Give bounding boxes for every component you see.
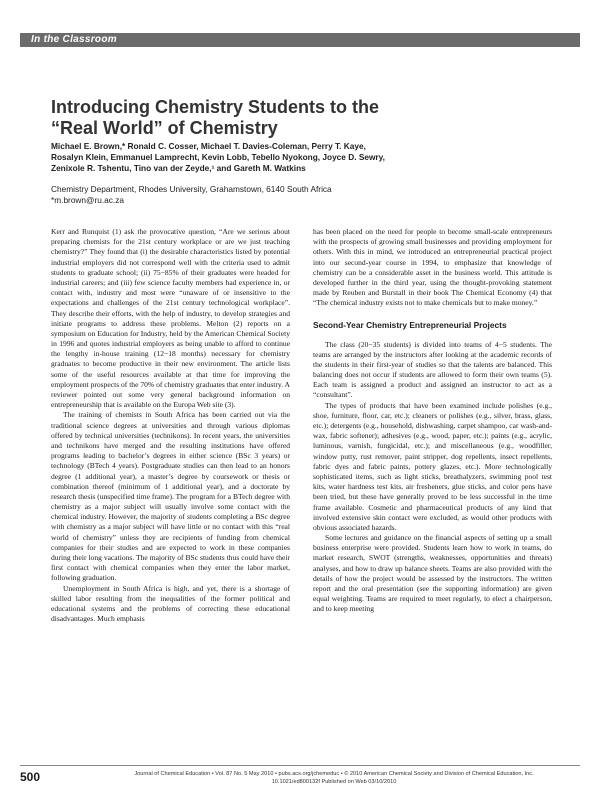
author-line: Rosalyn Klein, Emmanuel Lamprecht, Kevin Lobb, Tebello Nyokong, Joyce D. Sewry,	[51, 152, 385, 163]
title-line: Introducing Chemistry Students to the	[51, 97, 380, 117]
body-paragraph: The class (20−35 students) is divided into teams of 4−5 students. The teams are arranged by the instructors after looking at the academic records of the students in their first-year of studies so that the talents are balanced. This balancing does not occur if students are allowed to form their own teams (5). Each team is assigned a product and assigned an instructor to act as a “consultant”.	[313, 339, 552, 400]
author-line: Michael E. Brown,* Ronald C. Cosser, Michael T. Davies-Coleman, Perry T. Kaye,	[51, 141, 366, 151]
body-paragraph: Unemployment in South Africa is high, and yet, there is a shortage of skilled labor resulting from the inequalities of the former political and educational systems and the problems of correcting these educational disadvantages. Much emphasis	[51, 583, 290, 624]
section-heading: Second-Year Chemistry Entrepreneurial Projects	[313, 319, 507, 330]
footer-doi: 10.1021/ed800132f Published on Web 03/10/2010	[271, 779, 397, 785]
body-paragraph: The training of chemists in South Africa has been carried out via the traditional science degrees at universities and through various diplomas offered by technical universities (technikons). In recent years, the universities and technikons have merged and the resulting institutions have offered programs leading to bachelor’s degrees in either science (BSc 3 years) or technology (BTech 4 years). Postgraduate studies can then lead to an honors degree (1 additional year), a master’s degree by coursework or thesis or combination thereof (minimum of 1 additional year), and a doctorate by research thesis (unspecified time frame). The program for a BTech degree with chemistry as a major subject will usually involve some contact with the chemical industry. However, the majority of students completing a BSc degree with chemistry as a major subject will have little or no contact with this “real world of chemistry” unless they are recipients of funding from chemical companies for their studies and are expected to work in these companies during their long vacations. The majority of BSc students thus could have their first contact with chemical companies when they enter the labor market, following graduation.	[51, 410, 290, 583]
body-paragraph: Kerr and Runquist (1) ask the provocative question, “Are we serious about preparing chemists for the 21st century workplace or are we just teaching chemistry?” They found that (i) the desirable characteristics listed by potential industrial employers did not correspond well with the criteria used to admit students to graduate school; (ii) 75−85% of their graduates were headed for industrial careers; and (iii) few science faculty members had experience in, or contact with, industry and most were “unaware of or insensitive to the expectations and challenges of the 21st century technological workplace”. They describe their efforts, with the help of industry, to develop strategies and initiate programs to address these problems. Melton (2) reports on a symposium on Education for Industry, held by the American Chemical Society in 1996 and quotes industrial employers as being unable to afford to continue the lengthy in-house training (12−18 months) necessary for chemistry graduates to become productive in their new environment. The article lists some of the useful resources available at that time for improving the employment prospects of the 70% of chemistry graduates that enter industry. A reviewer pointed out some very general background information on entrepreneurship that is available on the Europa Web site (3).	[51, 227, 290, 410]
body-paragraph: has been placed on the need for people to become small-scale entrepreneurs with the prospects of growing small businesses and providing employment for others. With this in mind, we introduced an entrepreneurial practical project into our second-year course in 1994, to emphasize that knowledge of chemistry can be a considerable asset in the business world. This attitude is developed further in the third year, using the thought-provoking statement made by Reuben and Burstall in their book The Chemical Economy (4) that “The chemical industry exists not to make chemicals but to make money.”	[313, 227, 552, 308]
section-banner	[20, 33, 580, 47]
footer-citation: Journal of Chemical Education • Vol. 87 No. 5 May 2010 • pubs.acs.org/jchemeduc • © 2010 American Chemical Society and Division of Chemical Education, Inc.	[134, 771, 534, 777]
title-line: “Real World” of Chemistry	[51, 118, 278, 138]
article-title	[51, 97, 551, 139]
footer-divider	[20, 765, 580, 766]
affiliation-block	[51, 184, 521, 206]
affiliation: Chemistry Department, Rhodes University, Grahamstown, 6140 South Africa	[51, 184, 332, 194]
body-paragraph: Some lectures and guidance on the financial aspects of setting up a small business enterprise were provided. Students learn how to work in teams, do market research, SWOT (strengths, weaknesses, opportunities and threats) analyses, and how to draw up balance sheets. Teams are also provided with the details of how the project would be assessed by the instructors. The written report and the oral presentation (see the supporting information) are given equal weighting. Teams are required to meet regularly, to elect a chairperson, and to keep meeting	[313, 533, 552, 614]
left-column	[51, 227, 290, 624]
author-list	[51, 141, 521, 175]
right-column	[313, 227, 552, 615]
journal-footer	[88, 770, 580, 786]
page-number: 500	[20, 770, 41, 784]
corresponding-email: *m.brown@ru.ac.za	[51, 195, 124, 206]
section-banner-label: In the Classroom	[31, 34, 117, 45]
author-line: Zenixole R. Tshentu, Tino van der Zeyde,¹ and Gareth M. Watkins	[51, 163, 306, 174]
body-paragraph: The types of products that have been examined include polishes (e.g., shoe, furniture, floor, car, etc.); cleaners or polishes (e.g., silver, brass, glass, etc.); detergents (e.g., household, dishwashing, carpet shampoo, car wash-and-wax, fabric softener); adhesives (e.g., wood, paper, etc.); paints (e.g., acrylic, luminous, varnish, fungicidal, etc.); and miscellaneous (e.g., woodfiller, window putty, rust remover, paint stripper, dog repellents, insect repellents, fabric dyes and fabric paints, pottery glazes, etc.). More technologically sophisticated items, such as light sticks, breathalyzers, swimming pool test kits, water hardness test kits, air fresheners, glue sticks, and color pens have been tried, but these have generally proved to be less successful in the time frame available. Cosmetic and pharmaceutical products of any kind that involved extensive skin contact were excluded, as would other products with obvious associated hazards.	[313, 400, 552, 532]
